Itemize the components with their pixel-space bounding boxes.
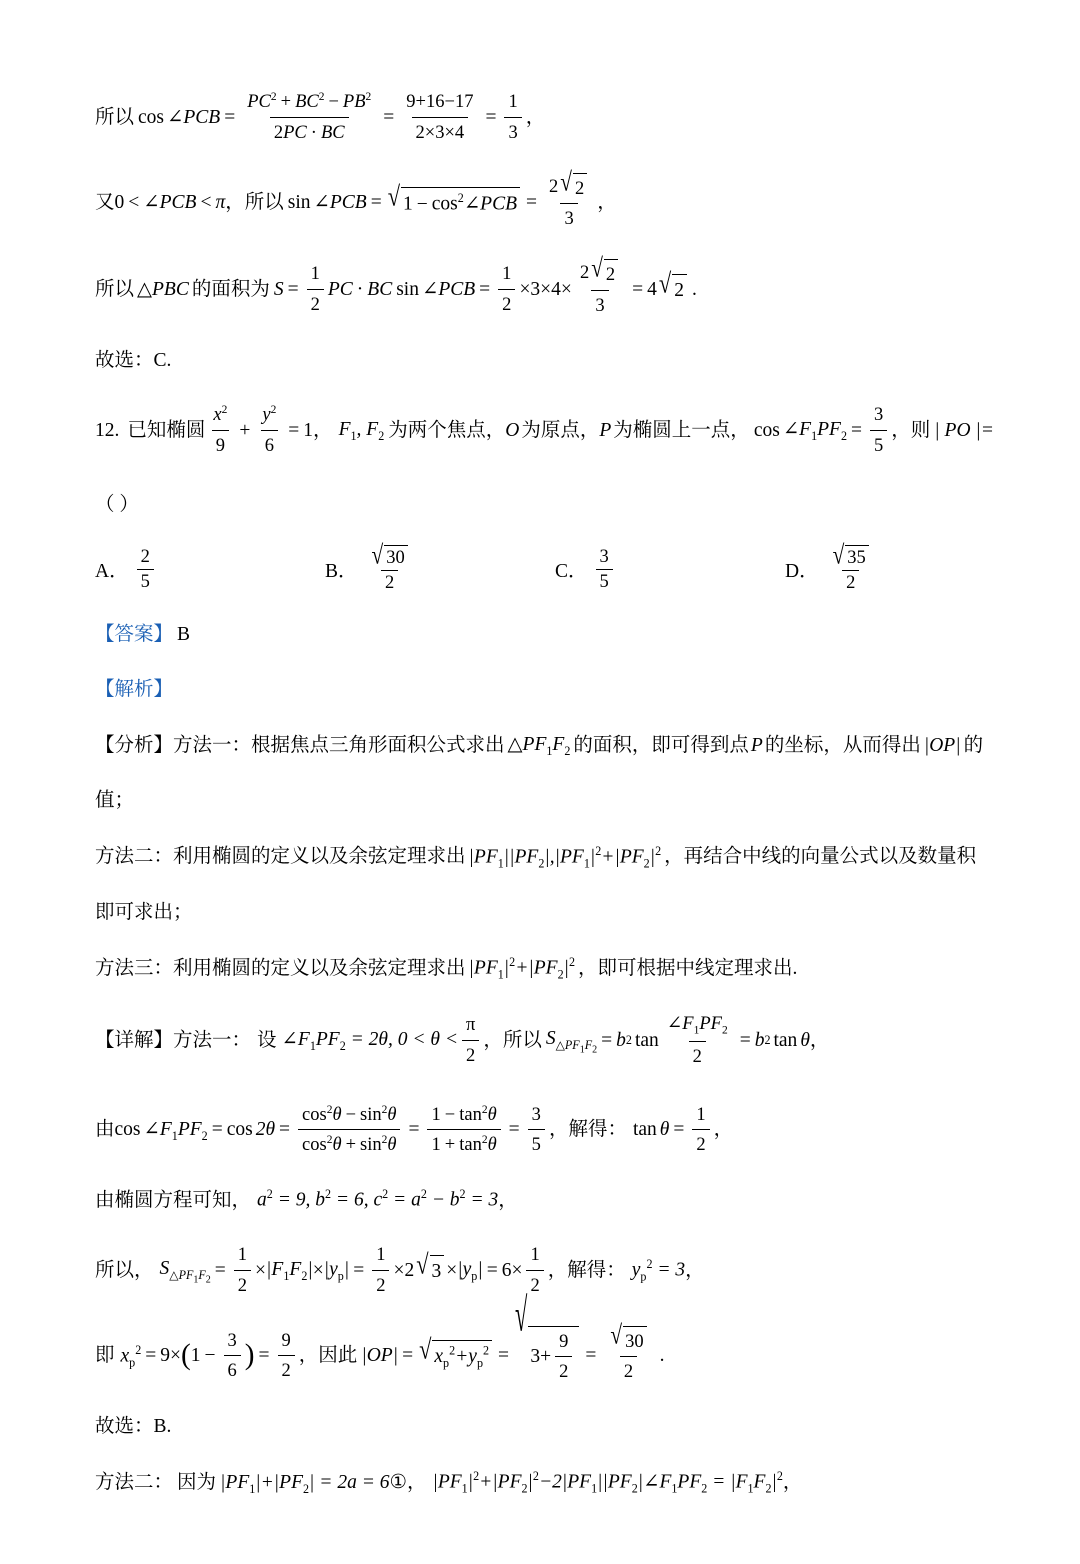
- analysis-method-3: 方法三： 利用椭圆的定义以及余弦定理求出 $|PF_1|^2+|PF_2|^2$ ，即可根据中线定理求出.: [95, 955, 798, 982]
- answer-value: B: [177, 623, 191, 645]
- fraction-3-over-5: $\frac{3}{5}$: [870, 401, 887, 460]
- analysis-method-2-cont: 即可求出；: [95, 902, 193, 924]
- option-d[interactable]: D． √ 35 2: [785, 545, 985, 594]
- detail-method-2: 方法二： 因为 $|PF_1|+|PF_2| = 2a = 6$ ①， $|PF_1|^2+|PF_2|^2-2|PF_1||PF_2|\angle F_1PF_2 = |F_1F_2|^2$ ，: [95, 1469, 803, 1496]
- line1-prefix: 所以: [95, 106, 135, 128]
- analysis-label: 【解析】: [95, 679, 174, 701]
- fraction-x2-over-9: $\frac{x^2}{9}$: [209, 401, 231, 460]
- math-line-cos-pcb: 所以 cos ∠PCB = $\frac{PC^2 + BC^2 - PB^2}{2PC \cdot BC}$ = $\frac{9+16-17}{2\times 3\times 4}$ = $\frac{1}{3}$ ，: [95, 88, 1002, 147]
- math-line-area-pbc: 所以 △PBC 的面积为 S = $\frac{1}{2}$ PC · BC sin ∠PCB = $\frac{1}{2}$ ×3×4× 2 √ 2 3 = 4 √ 2 .: [95, 259, 1002, 320]
- option-c[interactable]: C． $\frac{3}{5}$: [555, 545, 785, 594]
- detail-cos-2theta: 由 cos $\angle F_1PF_2$ = cos 2θ = $\frac{\cos^2\theta - \sin^2\theta}{\cos^2\theta + \sin^2\theta}$ = $\frac{1 - \tan^2\theta}{1 + \tan^2\theta}$ = $\frac{3}{5}$ ，解得： tan θ = $\frac{1}{2}$ ，: [95, 1101, 1002, 1160]
- question-12: 12. 已知椭圆 $\frac{x^2}{9}$ + $\frac{y^2}{6}$ = 1 ， $F_1$, $F_2$ 为两个焦点， O 为原点， P 为椭圆上一点， cos $\angle F_1PF_2$ = $\frac{3}{5}$ ，则 | PO |=: [95, 401, 1002, 460]
- fraction-one-third: $\frac{1}{3}$: [504, 88, 521, 147]
- option-b[interactable]: B． √ 30 2: [325, 545, 555, 594]
- fraction-numeric: $\frac{9+16-17}{2\times 3\times 4}$: [402, 88, 477, 147]
- fraction-pc2bc2pb2: $\frac{PC^2 + BC^2 - PB^2}{2PC \cdot BC}$: [243, 88, 375, 147]
- sqrt-1-minus-cos2: √ $1 - \cos^2\angle PCB$: [388, 187, 520, 219]
- answer-label: 【答案】: [95, 623, 174, 645]
- analysis-method-1-cont: 值；: [95, 790, 135, 812]
- answer-block: [95, 620, 1002, 649]
- fraction-y2-over-6: $\frac{y^2}{6}$: [258, 401, 280, 460]
- detail-op-result: 即 $x_p^2$ = 9× ( 1 − $\frac{3}{6}$ ) = $\frac{9}{2}$ ，因此 |OP| = √ $x_p^2+y_p^2$ = √ 3+ $\frac{9}{2}$ = √ 30 2 .: [95, 1326, 1002, 1387]
- fraction-2sqrt2-over-3: 2 √ 2 3: [545, 173, 593, 234]
- detail-answer-b: 故选：B.: [95, 1416, 172, 1438]
- analysis-method-1: 【分析】 方法一： 根据焦点三角形面积公式求出 $\triangle PF_1F_2$ 的面积，即可得到点 P 的坐标，从而得出 |OP| 的: [95, 734, 984, 759]
- options-row: [95, 539, 1002, 594]
- question-12-paren: （ ）: [95, 493, 139, 515]
- option-a[interactable]: A． $\frac{2}{5}$: [95, 545, 325, 594]
- detail-method-1: 【详解】 方法一： 设 $\angle F_1PF_2 = 2\theta$, 0 < θ < $\frac{\pi}{2}$ ，所以 $S_{\triangle PF_1F_2}$ = b 2 tan $\frac{\angle F_1PF_2}{2}$ = b 2 tan θ ，: [95, 1010, 1002, 1071]
- answer-choice-c: 故选：C.: [95, 349, 172, 371]
- detail-ellipse-params: 由椭圆方程可知， $a^2 = 9$, $b^2 = 6$, $c^2 = a^2 - b^2 = 3$ ，: [95, 1187, 518, 1211]
- analysis-method-2: 方法二： 利用椭圆的定义以及余弦定理求出 $|PF_1||PF_2|,|PF_1|^2+|PF_2|^2$ ，再结合中线的向量公式以及数量积: [95, 843, 977, 871]
- detail-area-solve: 所以， $S_{\triangle PF_1F_2}$ = $\frac{1}{2}$ × $|F_1F_2|$ × $|y_p|$ = $\frac{1}{2}$ ×2 √ 3 × $|y_p|$ = 6× $\frac{1}{2}$ ，解得： $y_p^2 = 3$ ，: [95, 1241, 1002, 1300]
- math-line-sin-pcb: 又 0 < ∠PCB < π ，所以 sin ∠PCB = √ $1 - \cos^2\angle PCB$ = 2 √ 2 3 ，: [95, 173, 1002, 234]
